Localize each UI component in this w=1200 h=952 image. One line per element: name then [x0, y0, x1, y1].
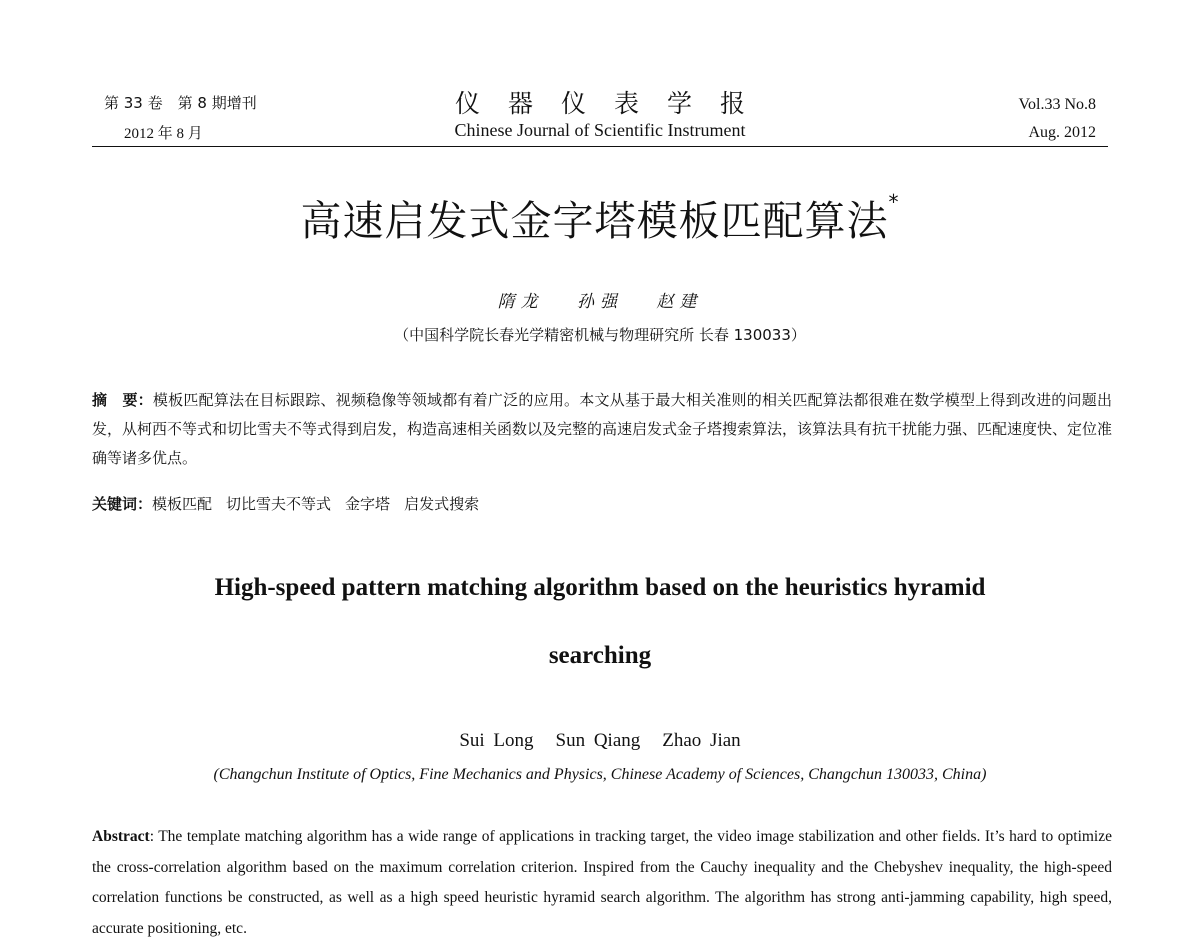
authors-cn: 隋龙 孙强 赵建	[497, 292, 703, 312]
journal-name-en: Chinese Journal of Scientific Instrument	[454, 120, 746, 140]
footnote-mark: *	[888, 190, 900, 214]
header-rule	[92, 146, 1108, 147]
abstract-cn-label: 摘 要：	[92, 391, 153, 409]
abstract-en	[92, 822, 1112, 944]
journal-name-cn: 仪器仪表学报	[454, 89, 773, 118]
author-en: Sui Long	[459, 730, 534, 751]
author-en: Zhao Jian	[662, 730, 741, 751]
keywords-cn-label: 关键词：	[92, 495, 153, 513]
keyword: 切比雪夫不等式	[226, 495, 332, 513]
volume-issue-en: Vol.33 No.8	[1018, 96, 1096, 113]
affiliation-cn: （中国科学院长春光学精密机械与物理研究所 长春 130033）	[394, 326, 806, 344]
date-cn: 2012 年 8 月	[124, 126, 203, 142]
date-en: Aug. 2012	[1028, 124, 1096, 141]
abstract-en-text: : The template matching algorithm has a wide range of applications in tracking target, the video image stabilization and other fields. It’s hard to optimize the cross-correlation algorithm based on the maximum correlation criterion. Inspired from the Cauchy inequality and the Chebyshev inequality, the high-speed correlation functions be constructed, as well as a high speed heuristic hyramid search algorithm. The algorithm has strong anti-jamming capability, high speed, accurate positioning, etc.	[92, 828, 1112, 937]
paper-title-en-line2: searching	[548, 642, 652, 669]
volume-issue-cn: 第 33 卷 第 8 期增刊	[104, 94, 257, 112]
paper-title-cn	[0, 188, 1200, 247]
paper-title-en-line1: High-speed pattern matching algorithm based on the heuristics hyramid	[214, 574, 986, 601]
abstract-en-label: Abstract	[92, 828, 150, 845]
abstract-cn	[92, 386, 1112, 473]
keyword: 金字塔	[345, 495, 391, 513]
paper-title-cn-text: 高速启发式金字塔模板匹配算法	[300, 197, 889, 245]
affiliation-en: (Changchun Institute of Optics, Fine Mechanics and Physics, Chinese Academy of Sciences, Changchun 130033, China)	[213, 766, 987, 783]
keyword: 模板匹配	[152, 495, 213, 513]
keyword: 启发式搜索	[404, 495, 480, 513]
keywords-cn	[92, 493, 493, 514]
authors-en	[0, 730, 1200, 752]
abstract-cn-text: 模板匹配算法在目标跟踪、视频稳像等领域都有着广泛的应用。本文从基于最大相关准则的相关匹配算法都很难在数学模型上得到改进的问题出发，从柯西不等式和切比雪夫不等式得到启发，构造高速相关函数以及完整的高速启发式金子塔搜索算法，该算法具有抗干扰能力强、匹配速度快、定位准确等诸多优点。	[92, 391, 1113, 467]
author-en: Sun Qiang	[555, 730, 641, 751]
